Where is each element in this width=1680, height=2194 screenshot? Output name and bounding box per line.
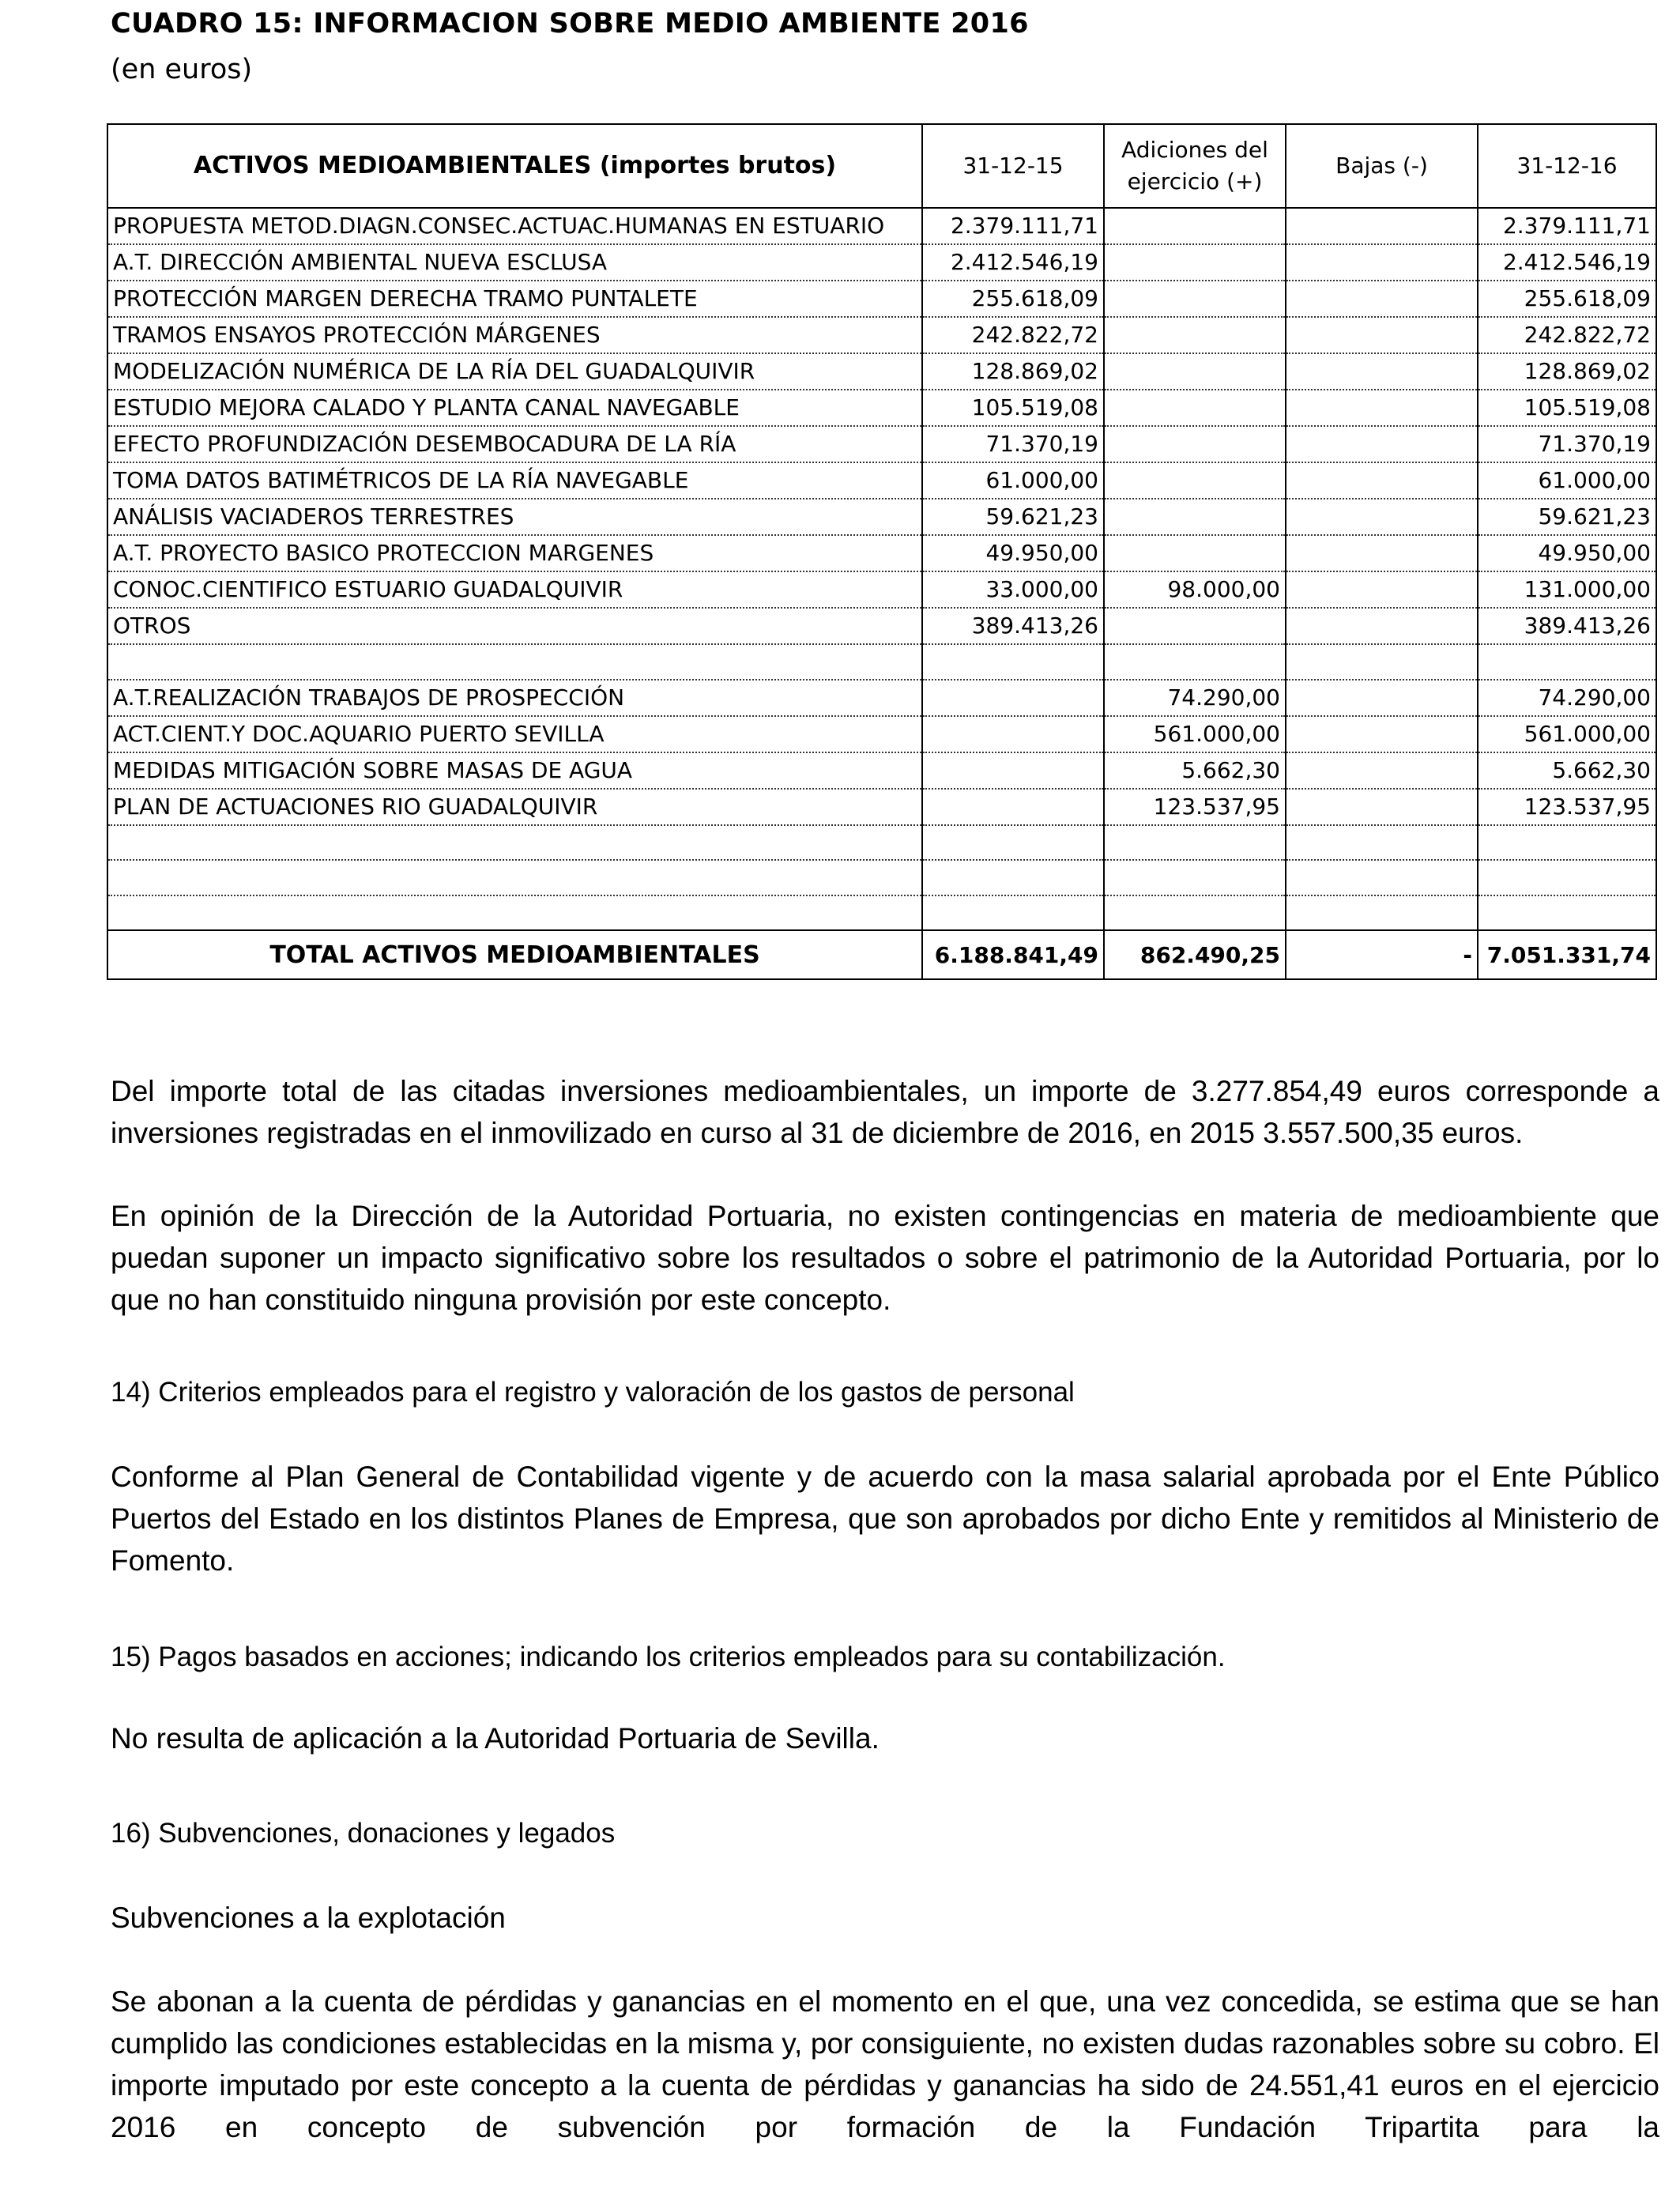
cell-31-12-16: 131.000,00 [1478,571,1656,608]
cell-additions [1104,390,1286,426]
cell-31-12-16: 5.662,30 [1478,752,1656,789]
header-additions: Adiciones del ejercicio (+) [1104,124,1286,208]
cell-additions: 123.537,95 [1104,789,1286,825]
table-row [107,716,1656,752]
table-row [107,390,1656,426]
total-31-12-15: 6.188.841,49 [922,930,1104,979]
cell-31-12-16 [1478,644,1656,680]
table-row [107,244,1656,281]
cell-additions [1104,426,1286,462]
cell-disposals [1286,353,1478,390]
cell-31-12-15: 71.370,19 [922,426,1104,462]
cell-disposals [1286,535,1478,571]
table-row [107,895,1656,931]
cell-additions [1104,244,1286,281]
table-row [107,680,1656,716]
cell-31-12-15 [922,680,1104,716]
cell-31-12-15: 128.869,02 [922,353,1104,390]
cell-disposals [1286,716,1478,752]
paragraph-share-payments: No resulta de aplicación a la Autoridad Portuaria de Sevilla. [111,1722,880,1755]
cell-31-12-16: 255.618,09 [1478,281,1656,317]
cell-31-12-16: 123.537,95 [1478,789,1656,825]
cell-31-12-16: 242.822,72 [1478,317,1656,353]
cell-31-12-15: 105.519,08 [922,390,1104,426]
cell-asset-name: ESTUDIO MEJORA CALADO Y PLANTA CANAL NAVEGABLE [107,390,922,426]
cell-31-12-15 [922,825,1104,861]
cell-31-12-16: 2.379.111,71 [1478,208,1656,244]
cell-disposals [1286,825,1478,861]
cell-disposals [1286,317,1478,353]
cell-31-12-15 [922,789,1104,825]
table-row [107,752,1656,789]
cell-31-12-15: 2.412.546,19 [922,244,1104,281]
cell-disposals [1286,895,1478,931]
heading-section-14: 14) Criterios empleados para el registro y valoración de los gastos de personal [111,1377,1075,1408]
cell-31-12-16: 61.000,00 [1478,462,1656,499]
cell-asset-name: OTROS [107,608,922,644]
cell-additions: 5.662,30 [1104,752,1286,789]
cell-31-12-16: 59.621,23 [1478,499,1656,535]
cell-31-12-15 [922,895,1104,931]
total-label: TOTAL ACTIVOS MEDIOAMBIENTALES [107,930,922,979]
total-row [107,930,1656,979]
cell-31-12-15: 49.950,00 [922,535,1104,571]
table-row [107,535,1656,571]
cell-asset-name: PLAN DE ACTUACIONES RIO GUADALQUIVIR [107,789,922,825]
cell-additions [1104,535,1286,571]
cell-31-12-15: 389.413,26 [922,608,1104,644]
cell-asset-name: A.T. PROYECTO BASICO PROTECCION MARGENES [107,535,922,571]
cell-additions [1104,860,1286,895]
total-31-12-16: 7.051.331,74 [1478,930,1656,979]
cell-31-12-15: 33.000,00 [922,571,1104,608]
cell-asset-name: ANÁLISIS VACIADEROS TERRESTRES [107,499,922,535]
table-header-row [107,124,1656,208]
cell-disposals [1286,208,1478,244]
table-row [107,462,1656,499]
paragraph-investments: Del importe total de las citadas inversiones medioambientales, un importe de 3.277.854,49 euros corresponde a inversiones registradas en el inmovilizado en curso al 31 de diciembre de 2016, en 2015 3.557.500,35 euros. [111,1075,1659,1149]
cell-additions [1104,353,1286,390]
cell-disposals [1286,571,1478,608]
cell-31-12-16: 105.519,08 [1478,390,1656,426]
total-additions: 862.490,25 [1104,930,1286,979]
cell-disposals [1286,789,1478,825]
cell-asset-name: PROTECCIÓN MARGEN DERECHA TRAMO PUNTALETE [107,281,922,317]
table-row [107,426,1656,462]
cell-asset-name: TOMA DATOS BATIMÉTRICOS DE LA RÍA NAVEGABLE [107,462,922,499]
cell-disposals [1286,860,1478,895]
cell-asset-name [107,825,922,861]
cell-disposals [1286,499,1478,535]
cell-additions [1104,281,1286,317]
cell-asset-name: MODELIZACIÓN NUMÉRICA DE LA RÍA DEL GUADALQUIVIR [107,353,922,390]
table-row [107,860,1656,895]
cell-disposals [1286,426,1478,462]
header-31-12-16: 31-12-16 [1478,124,1656,208]
cell-asset-name: A.T. DIRECCIÓN AMBIENTAL NUEVA ESCLUSA [107,244,922,281]
cell-asset-name [107,860,922,895]
environment-assets-table [107,123,1657,980]
cell-disposals [1286,644,1478,680]
cell-asset-name [107,895,922,931]
cell-disposals [1286,281,1478,317]
cell-disposals [1286,752,1478,789]
cell-additions [1104,825,1286,861]
table-row [107,499,1656,535]
table-title: CUADRO 15: INFORMACION SOBRE MEDIO AMBIENTE 2016 [111,8,1029,40]
cell-asset-name: CONOC.CIENTIFICO ESTUARIO GUADALQUIVIR [107,571,922,608]
header-assets: ACTIVOS MEDIOAMBIENTALES (importes brutos) [107,124,922,208]
table-row [107,825,1656,861]
cell-additions [1104,462,1286,499]
cell-31-12-15 [922,716,1104,752]
cell-31-12-16 [1478,895,1656,931]
cell-additions [1104,317,1286,353]
cell-31-12-16 [1478,825,1656,861]
cell-disposals [1286,244,1478,281]
cell-additions [1104,499,1286,535]
cell-31-12-16: 71.370,19 [1478,426,1656,462]
cell-31-12-15: 2.379.111,71 [922,208,1104,244]
cell-31-12-16: 74.290,00 [1478,680,1656,716]
table-row [107,571,1656,608]
cell-disposals [1286,680,1478,716]
cell-31-12-16: 561.000,00 [1478,716,1656,752]
cell-asset-name: ACT.CIENT.Y DOC.AQUARIO PUERTO SEVILLA [107,716,922,752]
table-row [107,208,1656,244]
cell-additions [1104,208,1286,244]
cell-31-12-16: 49.950,00 [1478,535,1656,571]
cell-disposals [1286,608,1478,644]
cell-asset-name: TRAMOS ENSAYOS PROTECCIÓN MÁRGENES [107,317,922,353]
total-disposals: - [1286,930,1478,979]
table-row [107,644,1656,680]
cell-additions [1104,895,1286,931]
table-row [107,608,1656,644]
table-row [107,353,1656,390]
cell-additions [1104,644,1286,680]
cell-31-12-16: 128.869,02 [1478,353,1656,390]
cell-disposals [1286,390,1478,426]
cell-asset-name: MEDIDAS MITIGACIÓN SOBRE MASAS DE AGUA [107,752,922,789]
header-31-12-15: 31-12-15 [922,124,1104,208]
cell-asset-name: A.T.REALIZACIÓN TRABAJOS DE PROSPECCIÓN [107,680,922,716]
table-row [107,281,1656,317]
heading-section-16: 16) Subvenciones, donaciones y legados [111,1818,616,1849]
cell-31-12-16: 389.413,26 [1478,608,1656,644]
paragraph-contingencies: En opinión de la Dirección de la Autoridad Portuaria, no existen contingencias en materia de medioambiente que puedan suponer un impacto significativo sobre los resultados o sobre el patrimonio de la Autoridad Portuaria, por lo que no han constituido ninguna provisión por este concepto. [111,1200,1659,1316]
heading-section-15: 15) Pagos basados en acciones; indicando los criterios empleados para su contabilización. [111,1642,1226,1672]
cell-asset-name: PROPUESTA METOD.DIAGN.CONSEC.ACTUAC.HUMANAS EN ESTUARIO [107,208,922,244]
cell-additions: 74.290,00 [1104,680,1286,716]
cell-31-12-16 [1478,860,1656,895]
table-row [107,789,1656,825]
subheading-operating-grants: Subvenciones a la explotación [111,1902,506,1934]
paragraph-personnel: Conforme al Plan General de Contabilidad vigente y de acuerdo con la masa salarial aprobada por el Ente Público Puertos del Estado en los distintos Planes de Empresa, que son aprobados por dicho Ente y remitidos al Ministerio de Fomento. [111,1461,1659,1577]
cell-31-12-15: 242.822,72 [922,317,1104,353]
cell-asset-name: EFECTO PROFUNDIZACIÓN DESEMBOCADURA DE LA RÍA [107,426,922,462]
cell-asset-name [107,644,922,680]
cell-31-12-15: 59.621,23 [922,499,1104,535]
cell-31-12-15 [922,752,1104,789]
paragraph-grants: Se abonan a la cuenta de pérdidas y ganancias en el momento en el que, una vez concedida, se estima que se han cumplido las condiciones establecidas en la misma y, por consiguiente, no existen dudas razonables sobre su cobro. El importe imputado por este concepto a la cuenta de pérdidas y ganancias ha sido de 24.551,41 euros en el ejercicio 2016 en concepto de subvención por formación de la Fundación Tripartita para la [111,1985,1659,2143]
header-disposals: Bajas (-) [1286,124,1478,208]
cell-31-12-15 [922,644,1104,680]
cell-additions: 98.000,00 [1104,571,1286,608]
cell-31-12-15: 61.000,00 [922,462,1104,499]
cell-31-12-15: 255.618,09 [922,281,1104,317]
cell-additions [1104,608,1286,644]
table-subtitle: (en euros) [111,54,253,85]
cell-additions: 561.000,00 [1104,716,1286,752]
cell-disposals [1286,462,1478,499]
cell-31-12-16: 2.412.546,19 [1478,244,1656,281]
table-row [107,317,1656,353]
cell-31-12-15 [922,860,1104,895]
